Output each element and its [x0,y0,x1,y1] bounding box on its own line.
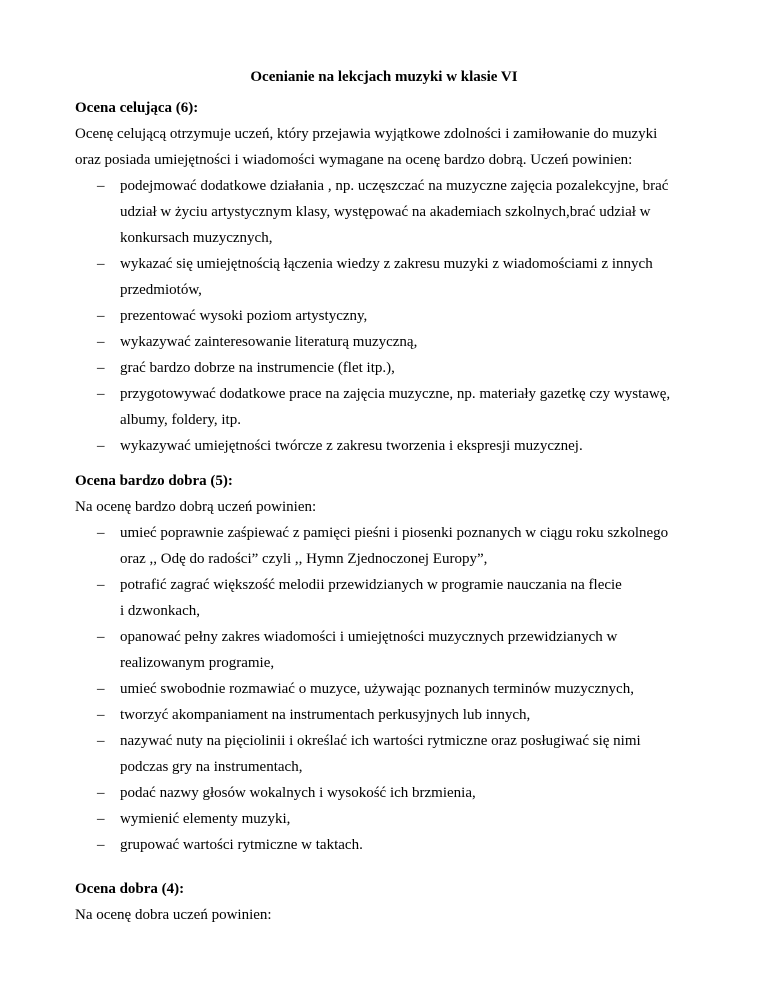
list-item-line: nazywać nuty na pięciolinii i określać ich wartości rytmiczne oraz posługiwać się nimi [120,733,641,749]
section-grade-5 [75,468,715,858]
list-item [75,832,715,858]
dash-bullet-icon: – [97,577,105,593]
dash-bullet-icon: – [97,811,105,827]
dash-bullet-icon: – [97,785,105,801]
dash-bullet-icon: – [97,525,105,541]
list-item [75,780,715,806]
list-item [75,329,715,355]
dash-bullet-icon: – [97,256,105,272]
dash-bullet-icon: – [97,681,105,697]
list-item [75,702,715,728]
section-heading: Ocena bardzo dobra (5): [75,473,233,489]
list-item [75,173,715,251]
dash-bullet-icon: – [97,360,105,376]
list-item [75,433,715,459]
list-item-line: wykazywać umiejętności twórcze z zakresu tworzenia i ekspresji muzycznej. [120,438,583,454]
list-item-line: albumy, foldery, itp. [120,412,241,428]
list-item-line: grać bardzo dobrze na instrumencie (flet itp.), [120,360,395,376]
list-item-line: podać nazwy głosów wokalnych i wysokość ich brzmienia, [120,785,476,801]
dash-bullet-icon: – [97,733,105,749]
section-intro-line: Ocenę celującą otrzymuje uczeń, który przejawia wyjątkowe zdolności i zamiłowanie do muzyki [75,126,658,142]
list-item-line: realizowanym programie, [120,655,275,671]
criteria-list [75,173,715,459]
dash-bullet-icon: – [97,386,105,402]
list-item-line: umieć poprawnie zaśpiewać z pamięci pieśni i piosenki poznanych w ciągu roku szkolnego [120,525,669,541]
list-item-line: grupować wartości rytmiczne w taktach. [120,837,363,853]
list-item-line: udział w życiu artystycznym klasy, występować na akademiach szkolnych,brać udział w [120,204,651,220]
list-item [75,381,715,433]
list-item-line: prezentować wysoki poziom artystyczny, [120,308,368,324]
list-item [75,728,715,780]
list-item [75,624,715,676]
list-item [75,806,715,832]
list-item-line: konkursach muzycznych, [120,230,273,246]
list-item-line: opanować pełny zakres wiadomości i umiejętności muzycznych przewidzianych w [120,629,618,645]
section-grade-6 [75,95,715,459]
section-intro-line: Na ocenę bardzo dobrą uczeń powinien: [75,499,317,515]
list-item-line: wykazywać zainteresowanie literaturą muzyczną, [120,334,418,350]
list-item [75,676,715,702]
criteria-list [75,520,715,858]
list-item-line: wymienić elementy muzyki, [120,811,291,827]
list-item-line: oraz ,, Odę do radości” czyli ,, Hymn Zjednoczonej Europy”, [120,551,488,567]
dash-bullet-icon: – [97,438,105,454]
dash-bullet-icon: – [97,837,105,853]
list-item-line: tworzyć akompaniament na instrumentach perkusyjnych lub innych, [120,707,531,723]
section-heading: Ocena dobra (4): [75,881,185,897]
list-item-line: potrafić zagrać większość melodii przewidzianych w programie nauczania na flecie [120,577,622,593]
dash-bullet-icon: – [97,629,105,645]
section-intro-line: oraz posiada umiejętności i wiadomości wymagane na ocenę bardzo dobrą. Uczeń powinien: [75,152,633,168]
list-item-line: przedmiotów, [120,282,202,298]
list-item-line: wykazać się umiejętnością łączenia wiedzy z zakresu muzyki z wiadomościami z innych [120,256,653,272]
list-item-line: przygotowywać dodatkowe prace na zajęcia muzyczne, np. materiały gazetkę czy wystawę, [120,386,671,402]
section-intro-line: Na ocenę dobra uczeń powinien: [75,907,272,923]
section-grade-4 [75,876,715,928]
document-title: Ocenianie na lekcjach muzyki w klasie VI [250,69,518,85]
dash-bullet-icon: – [97,334,105,350]
dash-bullet-icon: – [97,308,105,324]
list-item-line: podejmować dodatkowe działania , np. uczęszczać na muzyczne zajęcia pozalekcyjne, brać [120,178,669,194]
list-item-line: podczas gry na instrumentach, [120,759,303,775]
list-item [75,303,715,329]
list-item [75,520,715,572]
list-item-line: i dzwonkach, [120,603,200,619]
list-item [75,355,715,381]
section-heading: Ocena celująca (6): [75,100,199,116]
list-item-line: umieć swobodnie rozmawiać o muzyce, używając poznanych terminów muzycznych, [120,681,634,697]
dash-bullet-icon: – [97,178,105,194]
list-item [75,251,715,303]
dash-bullet-icon: – [97,707,105,723]
list-item [75,572,715,624]
